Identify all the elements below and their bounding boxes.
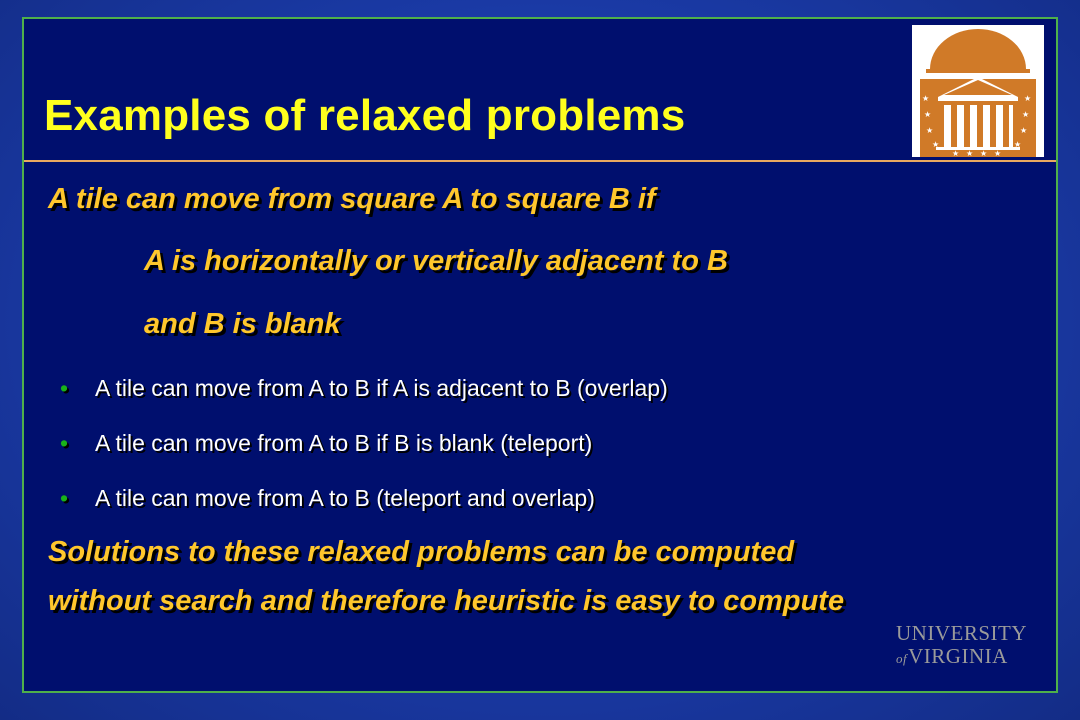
wordmark-virginia: VIRGINIA — [908, 644, 1008, 668]
slide-frame — [22, 17, 1058, 693]
svg-text:★: ★ — [980, 149, 988, 157]
bullet-item — [60, 485, 595, 512]
svg-text:★: ★ — [922, 94, 930, 103]
bullet-marker: • — [60, 430, 69, 456]
rule-line-3: and B is blank — [144, 308, 341, 340]
rule-line-2: A is horizontally or vertically adjacent to B — [144, 245, 728, 277]
svg-text:★: ★ — [932, 140, 940, 149]
conclusion-line-1: Solutions to these relaxed problems can be computed — [48, 536, 795, 568]
bullet-text: A tile can move from A to B if A is adjacent to B (overlap) — [95, 375, 668, 401]
conclusion-line-2: without search and therefore heuristic is easy to compute — [48, 585, 845, 617]
svg-text:★: ★ — [994, 149, 1002, 157]
rotunda-icon — [912, 25, 1044, 157]
university-wordmark — [896, 623, 1027, 667]
svg-text:★: ★ — [966, 149, 974, 157]
svg-text:★: ★ — [952, 149, 960, 157]
svg-text:★: ★ — [1024, 94, 1032, 103]
rule-line-1: A tile can move from square A to square B if — [48, 183, 656, 215]
bullet-marker: • — [60, 485, 69, 511]
wordmark-of: of — [896, 651, 908, 666]
wordmark-university: UNIVERSITY — [896, 621, 1027, 645]
wordmark-virginia-line — [896, 646, 1027, 667]
bullet-marker: • — [60, 375, 69, 401]
svg-text:★: ★ — [924, 110, 932, 119]
svg-text:★: ★ — [1014, 140, 1022, 149]
svg-text:★: ★ — [1022, 110, 1030, 119]
bullet-text: A tile can move from A to B (teleport and overlap) — [95, 485, 595, 511]
bullet-item — [60, 375, 668, 402]
svg-text:★: ★ — [1020, 126, 1028, 135]
slide-title: Examples of relaxed problems — [44, 91, 686, 140]
svg-text:★: ★ — [926, 126, 934, 135]
title-divider — [24, 160, 1056, 162]
bullet-item — [60, 430, 592, 457]
bullet-text: A tile can move from A to B if B is blank (teleport) — [95, 430, 593, 456]
